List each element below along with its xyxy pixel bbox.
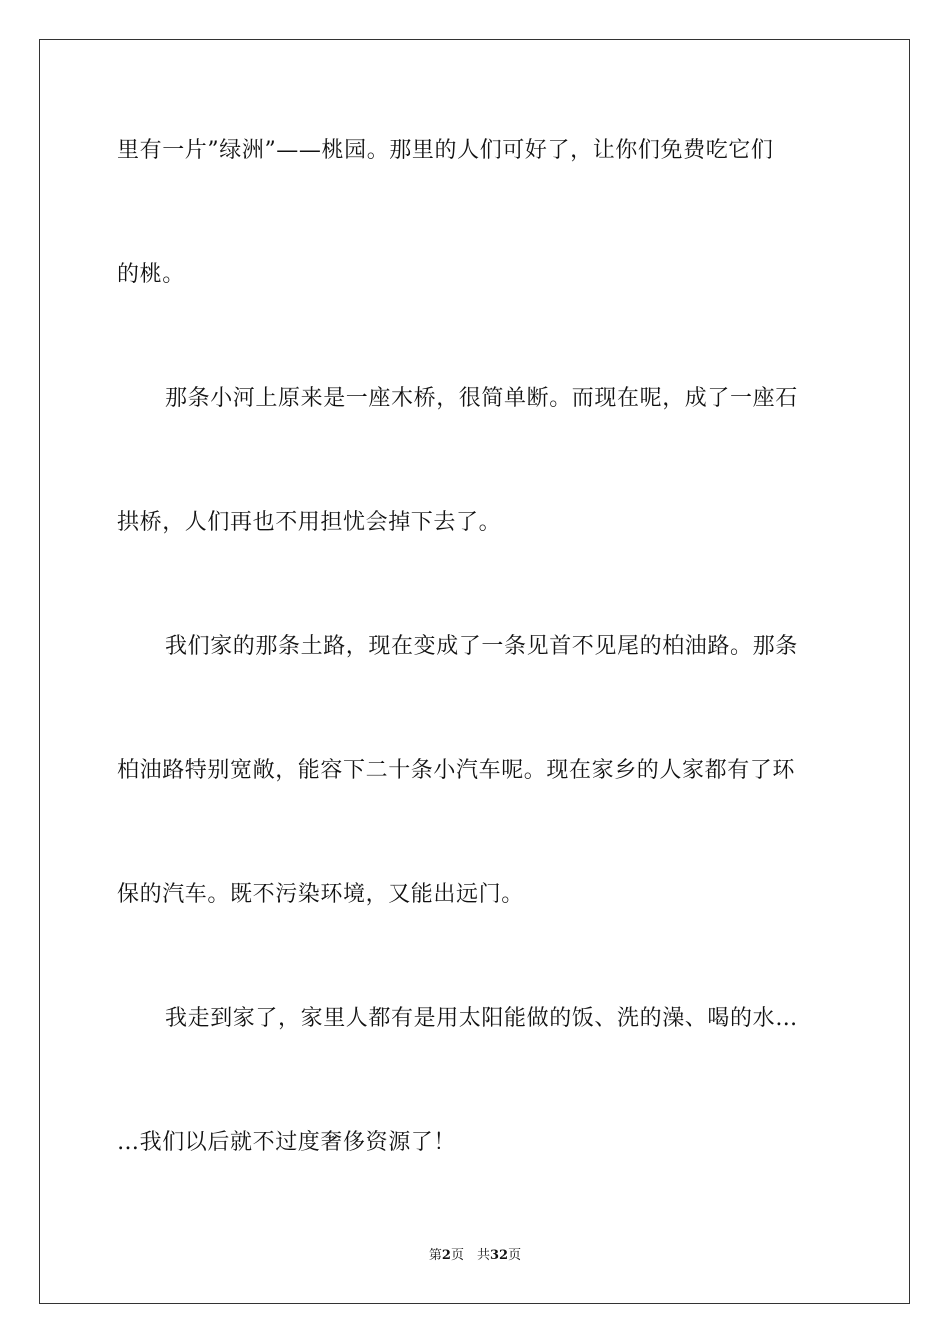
total-page-count: 32 [489,1248,509,1263]
footer-suffix: 页 [508,1248,522,1263]
paragraph-line: 保的汽车。既不污染环境，又能出远门。 [117,882,524,907]
paragraph-line: 的桃。 [117,262,185,287]
footer-prefix: 第 [428,1248,442,1263]
current-page-number: 2 [441,1248,451,1263]
paragraph-line: 我们家的那条土路，现在变成了一条见首不见尾的柏油路。那条 [165,634,798,659]
paragraph-line: 我走到家了，家里人都有是用太阳能做的饭、洗的澡、喝的水… [165,1006,798,1031]
paragraph-line: 里有一片”绿洲”——桃园。那里的人们可好了，让你们免费吃它们 [117,138,774,163]
paragraph-line: 拱桥，人们再也不用担忧会掉下去了。 [117,510,502,535]
page-footer [0,1247,950,1265]
page-frame [39,39,910,1304]
paragraph-line: 那条小河上原来是一座木桥，很简单断。而现在呢，成了一座石 [165,386,798,411]
paragraph-line: 柏油路特别宽敞，能容下二十条小汽车呢。现在家乡的人家都有了环 [117,758,796,783]
paragraph-line: …我们以后就不过度奢侈资源了！ [117,1130,457,1155]
footer-middle: 页 共 [450,1248,490,1263]
